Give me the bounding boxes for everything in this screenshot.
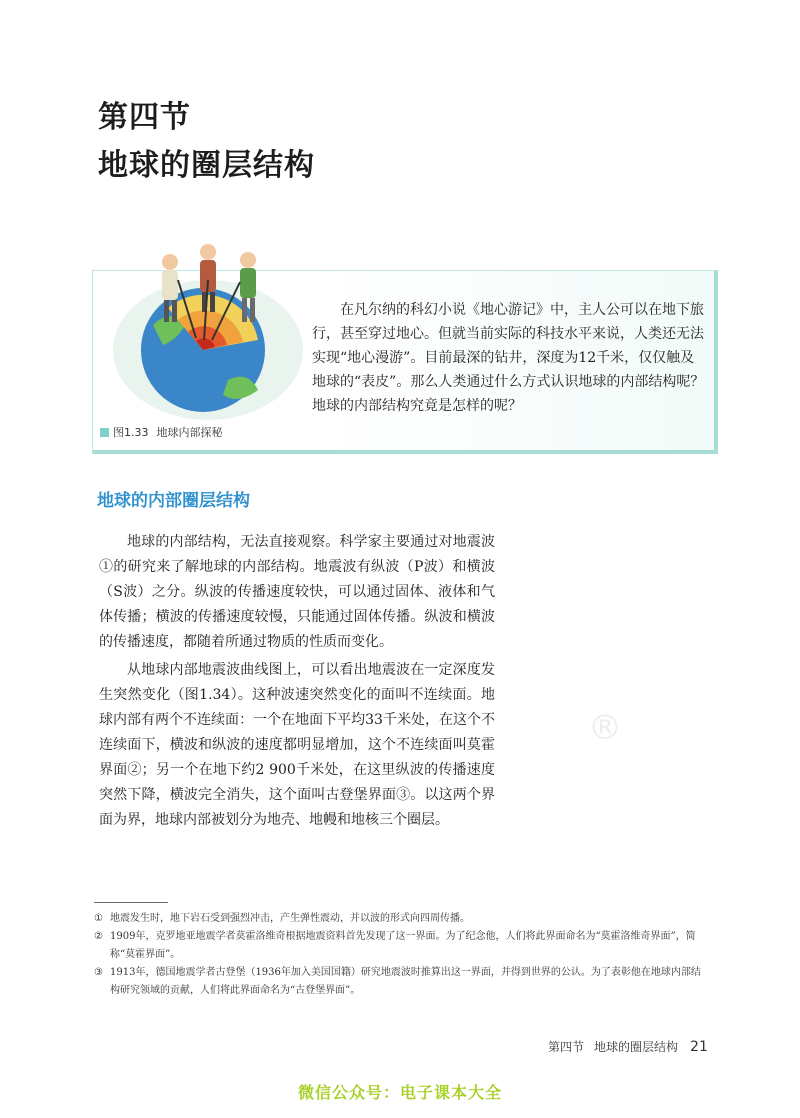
footnote-divider — [94, 902, 168, 903]
page-title: 地球的圈层结构 — [98, 148, 315, 183]
earth-exploration-illustration — [108, 230, 308, 420]
section-heading: 地球的内部圈层结构 — [97, 491, 250, 511]
footnote-item — [94, 964, 710, 1000]
intro-paragraph: 在凡尔纳的科幻小说《地心游记》中，主人公可以在地下旅行，甚至穿过地心。但就当前实际的科技水平来说，人类还无法实现“地心漫游”。目前最深的钻井，深度为12千米，仅仅触及地球的“表皮”。那么人类通过什么方式认识地球的内部结构呢？地球的内部结构究竟是怎样的呢？ — [312, 302, 705, 414]
figure-number: 图1.33 — [113, 426, 149, 439]
section-number-title: 第四节 — [98, 100, 191, 135]
footnote-text: 地震发生时，地下岩石受到强烈冲击，产生弹性震动，并以波的形式向四周传播。 — [110, 913, 470, 924]
watermark-registered-mark: ® — [588, 708, 622, 748]
wechat-banner: 微信公众号：电子课本大全 — [297, 1083, 502, 1102]
body-paragraph: 从地球内部地震波曲线图上，可以看出地震波在一定深度发生突然变化（图1.34）。这种波速突然变化的面叫不连续面。地球内部有两个不连续面：一个在地面下平均33千米处，在这个不连续面下，横波和纵波的速度都明显增加，这个不连续面叫莫霍界面②；另一个在地下约2 900千米处，在这里纵波的传播速度突然下降，横波完全消失，这个面叫古登堡界面③。以这两个界面为界，地球内部被划分为地壳、地幔和地核三个圈层。 — [99, 662, 495, 828]
caption-marker-icon — [100, 428, 109, 437]
footnote-mark: ① — [94, 913, 103, 924]
footer-chapter: 第四节 — [548, 1040, 585, 1054]
body-paragraph: 地球的内部结构，无法直接观察。科学家主要通过对地震波①的研究来了解地球的内部结构。地震波有纵波（P波）和横波（S波）之分。纵波的传播速度较快，可以通过固体、液体和气体传播；横波的传播速度较慢，只能通过固体传播。纵波和横波的传播速度，都随着所通过物质的性质而变化。 — [99, 534, 495, 650]
footnote-item — [94, 910, 710, 928]
footnote-mark: ② — [94, 931, 103, 942]
footer-chapter-title: 地球的圈层结构 — [594, 1040, 679, 1054]
figure-caption-text: 地球内部探秘 — [156, 426, 223, 439]
figure-caption — [100, 424, 223, 440]
footnote-mark: ③ — [94, 967, 103, 978]
footnotes — [94, 910, 710, 1000]
page-number: 21 — [690, 1039, 708, 1055]
footnote-text: 1913年，德国地震学者古登堡（1936年加入美国国籍）研究地震波时推算出这一界面，并得到世界的公认。为了表彰他在地球内部结构研究领域的贡献，人们将此界面命名为“古登堡界面”。 — [110, 967, 701, 996]
footnote-text: 1909年，克罗地亚地震学者莫霍洛维奇根据地震资料首先发现了这一界面。为了纪念他，人们将此界面命名为“莫霍洛维奇界面”，简称“莫霍界面”。 — [110, 931, 696, 960]
footnote-item — [94, 928, 710, 964]
page-footer — [548, 1038, 708, 1055]
section-body — [99, 530, 495, 833]
